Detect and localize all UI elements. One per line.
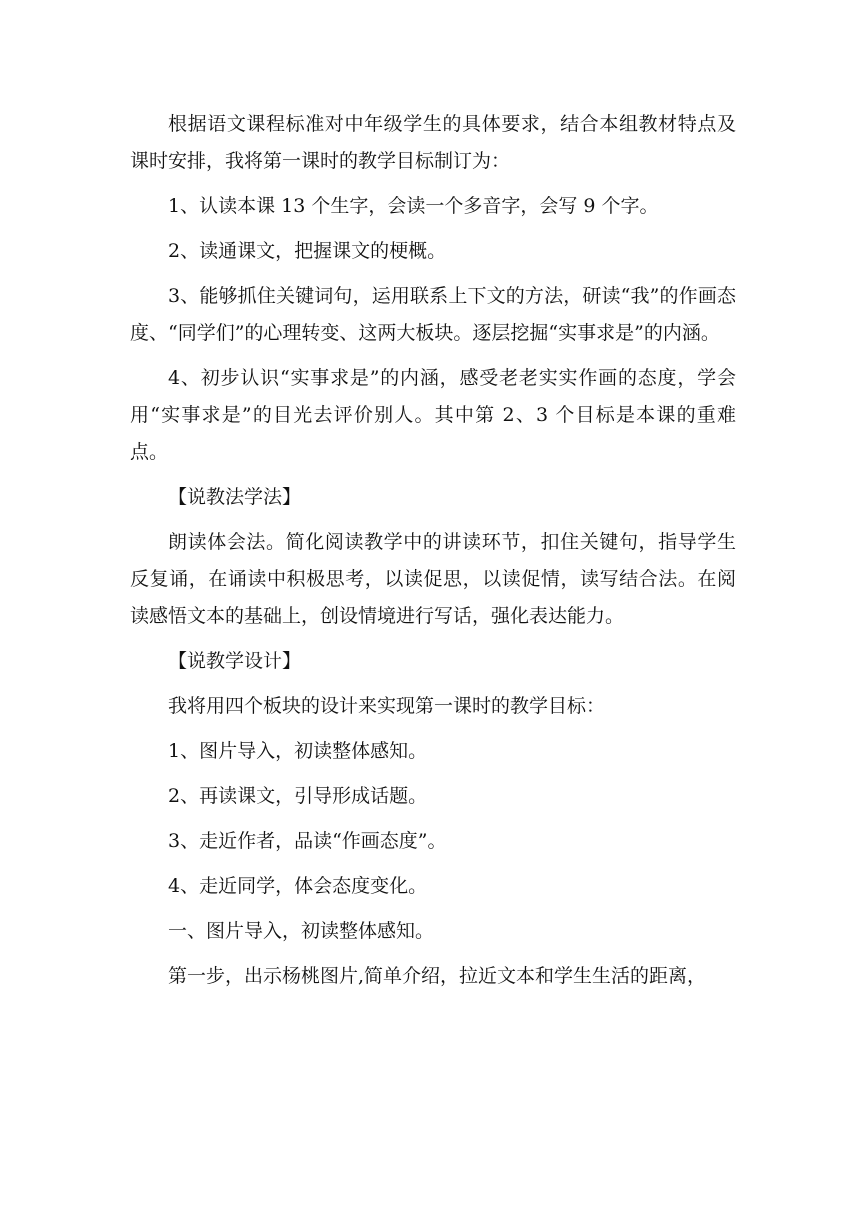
paragraph-methods: 朗读体会法。简化阅读教学中的讲读环节，扣住关键句，指导学生反复诵，在诵读中积极思考，以读促思，以读促情，读写结合法。在阅读感悟文本的基础上，创设情境进行写话，强化表达能力。 (130, 531, 736, 627)
paragraph-design-step-3: 3、走近作者，品读“作画态度”。 (168, 830, 447, 852)
paragraph-design-intro: 我将用四个板块的设计来实现第一课时的教学目标： (168, 695, 606, 717)
section-heading-part-one: 一、图片导入，初读整体感知。 (168, 920, 435, 942)
paragraph-design-step-1: 1、图片导入，初读整体感知。 (168, 740, 428, 762)
document-body (130, 106, 736, 995)
paragraph-goal-1: 1、认读本课 13 个生字，会读一个多音字，会写 9 个字。 (168, 195, 659, 217)
section-heading-methods: 【说教法学法】 (168, 486, 302, 508)
paragraph-intro: 根据语文课程标准对中年级学生的具体要求，结合本组教材特点及课时安排，我将第一课时的教学目标制订为： (130, 113, 736, 172)
paragraph-goal-2: 2、读通课文，把握课文的梗概。 (168, 240, 447, 262)
paragraph-goal-3: 3、能够抓住关键词句，运用联系上下文的方法，研读“我”的作画态度、“同学们”的心理转变、这两大板块。逐层挖掘“实事求是”的内涵。 (130, 285, 736, 344)
section-heading-design: 【说教学设计】 (168, 650, 302, 672)
paragraph-step-one: 第一步，出示杨桃图片,简单介绍，拉近文本和学生生活的距离， (168, 965, 707, 987)
paragraph-design-step-4: 4、走近同学，体会态度变化。 (168, 875, 428, 897)
paragraph-design-step-2: 2、再读课文，引导形成话题。 (168, 785, 428, 807)
paragraph-goal-4: 4、初步认识“实事求是”的内涵，感受老老实实作画的态度，学会用“实事求是”的目光去评价别人。其中第 2、3 个目标是本课的重难点。 (130, 367, 736, 463)
